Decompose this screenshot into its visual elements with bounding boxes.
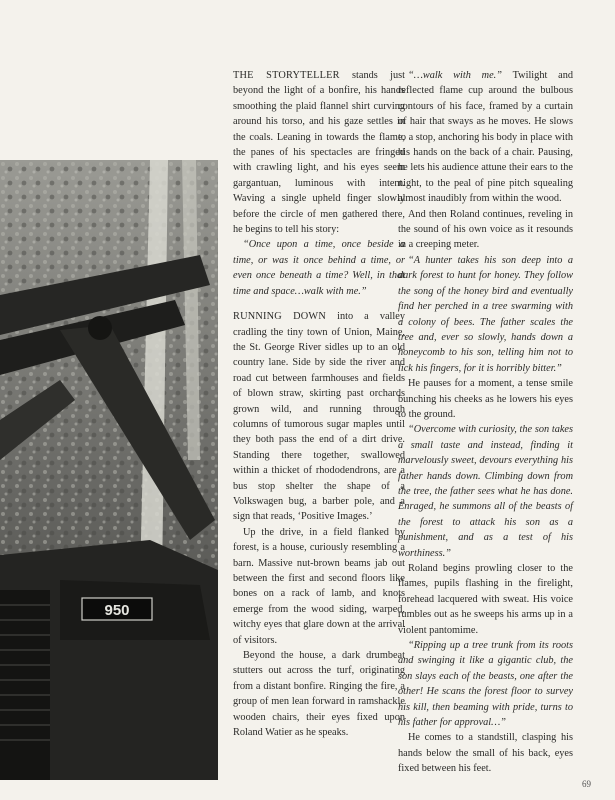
- paragraph: He comes to a standstill, clasping his hands below the small of his back, eyes fixed between his feet.: [398, 732, 573, 775]
- quote: “A hunter takes his son deep into a dark forest to hunt for honey. They follow the song of the honey bird and eventually find her perched in a tree swarming with a colony of bees. The father scales the tree and, ever so slowly, hands down a honeycomb to his son, telling him not to lick his fingers, for it is horribly bitter.”: [398, 254, 573, 374]
- paragraph-text: Twilight and reflected flame cup around the bulbous contours of his face, framed by a curtain of hair that sways as he moves. He slows to a stop, anchoring his body in place with his hands on the back of a chair. Pausing, he lets his audience attune their ears to the night, to the peal of pine pitch squealing almost inaudibly from within the wood.: [398, 70, 573, 205]
- quote: “Once upon a time, once beside a time, or was it once behind a time, or even once beneath a time? Well, in that time and space…walk with me.”: [233, 239, 405, 297]
- italic-phrase: “…walk with me.”: [408, 70, 502, 81]
- paragraph: He pauses for a moment, a tense smile bunching his cheeks as he lowers his eyes to the ground.: [398, 378, 573, 420]
- paragraph: [233, 309, 405, 525]
- paragraph: And then Roland continues, reveling in the sound of his own voice as it resounds in a creeping meter.: [398, 208, 573, 251]
- lead-in: THE STORYTELLER: [233, 70, 340, 81]
- right-column: [398, 68, 573, 777]
- tractor-badge: 950: [104, 602, 130, 619]
- paragraph-text: stands just beyond the light of a bonfire, his hands smoothing the plaid flannel shirt curving around his torso, and his gaze settles in the coals. Leaning in towards the flame, the panes of his spectacles are fringed with crawling light, and his eyes seem gargantuan, luminous with intent. Waving a single upheld finger slowly before the circle of men gathered there, he begins to tell his story:: [233, 70, 405, 236]
- quote: “Ripping up a tree trunk from its roots and swinging it like a gigantic club, the son slays each of the beasts, one after the other! He scans the forest floor to survey his kill, then beaming with pride, turns to his father for approval…”: [398, 640, 573, 729]
- tractor-illustration: [0, 160, 218, 780]
- page-number: [582, 780, 591, 788]
- left-column: [233, 68, 405, 740]
- page-number-text: 69: [582, 779, 591, 789]
- paragraph: [233, 68, 405, 237]
- paragraph: [398, 68, 573, 207]
- quote: “Overcome with curiosity, the son takes a small taste and instead, finding it marvelously sweet, devours everything his father hands down. Climbing down from the tree, the father sees what he has done. Enraged, he summons all of the beasts of the forest to attack his son as a punishment, and as a test of his worthiness.”: [398, 424, 573, 559]
- paragraph: Roland begins prowling closer to the flames, pupils flashing in the firelight, forehead lacquered with sweat. His voice rumbles out as he sweeps his arms up in a violent pantomime.: [398, 563, 573, 636]
- paragraph: Beyond the house, a dark drumbeat stutters out across the turf, originating from a distant bonfire. Ringing the fire, a group of men lean forward in ramshackle wooden chairs, their eyes fixed upon Roland Watier as he speaks.: [233, 650, 405, 739]
- paragraph-text: into a valley cradling the tiny town of Union, Maine, the St. George River sidles up to an old country lane. Side by side the river and road cut between farmhouses and fields of blown straw, skirting past orchards grown wild, and running through columns of tumorous sugar maples until they both pass the end of a dirt drive. Standing there together, swallowed within a thicket of rhododendrons, are a bus stop shelter the shape of a Volkswagen bug, a barber pole, and a sign that reads, ‘Positive Images.’: [233, 311, 405, 523]
- tractor-photo: [0, 160, 218, 780]
- lead-in: RUNNING DOWN: [233, 311, 326, 323]
- paragraph: Up the drive, in a field flanked by forest, is a house, curiously resembling a barn. Massive nut-brown beams jab out between the first and second floors like bones on a rack of lamb, and knots emerge from the wood siding, warped, witchy eyes that glare down at the arrival of visitors.: [233, 526, 405, 646]
